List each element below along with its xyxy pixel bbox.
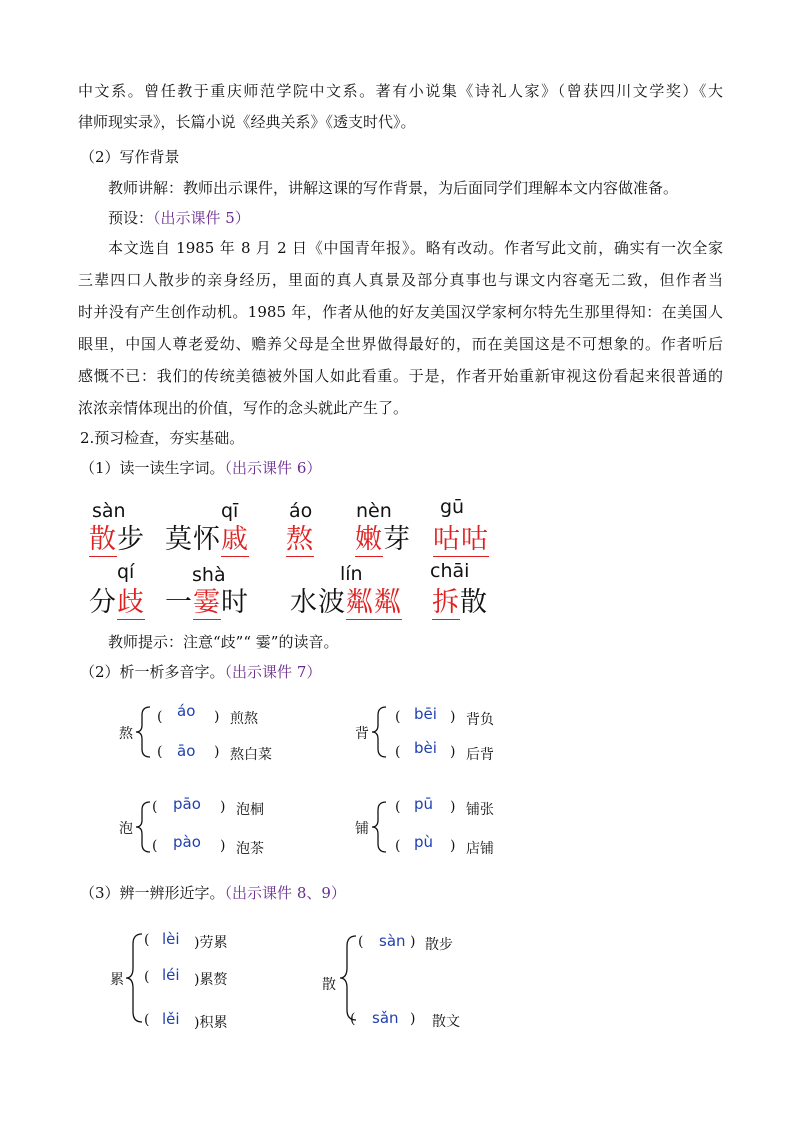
paren-open: ( bbox=[350, 1011, 356, 1027]
paren-close: ) bbox=[450, 838, 456, 854]
vocab-lead: 分 bbox=[89, 587, 117, 618]
vocab-tail: 芽 bbox=[383, 524, 411, 555]
shape-word-text: 劳累 bbox=[199, 935, 228, 951]
sub3-label: （3）辨一辨形近字。 bbox=[80, 884, 225, 902]
polyphone-char: 铺 bbox=[355, 821, 369, 837]
background-line-1: 本文选自 1985 年 8 月 2 日《中国青年报》。略有改动。作者写此文前，确实有一次全家 bbox=[108, 239, 723, 257]
left-brace-icon bbox=[134, 800, 154, 854]
polyphone-word: 泡茶 bbox=[236, 841, 264, 857]
polyphone-word: 背负 bbox=[466, 712, 494, 728]
teacher-tip: 教师提示：注意“歧”“ 霎”的读音。 bbox=[108, 633, 339, 651]
sub-heading-shape-similar bbox=[80, 883, 346, 903]
paren-open: ( bbox=[152, 838, 158, 854]
pinyin: bèi bbox=[414, 739, 437, 757]
courseware-ref-7: （出示课件 7） bbox=[224, 663, 322, 681]
vocab-word bbox=[165, 517, 249, 556]
paren-close: ) bbox=[410, 1011, 416, 1027]
background-line-2: 三辈四口人散步的亲身经历，里面的真人真景及部分真事也与课文内容毫无二致，但作者当 bbox=[78, 271, 723, 289]
polyphone-char: 背 bbox=[355, 726, 369, 742]
pinyin: lín bbox=[340, 563, 363, 585]
intro-line-2: 律师现实录》，长篇小说《经典关系》《透支时代》。 bbox=[78, 113, 416, 131]
vocab-highlight: 戚 bbox=[221, 524, 249, 555]
section-heading-writing-background: （2）写作背景 bbox=[80, 148, 180, 166]
shape-word-text: 累赘 bbox=[199, 972, 228, 988]
pinyin: léi bbox=[162, 966, 180, 984]
polyphone-char: 熬 bbox=[119, 726, 133, 742]
shape-word: )累赘 bbox=[194, 972, 228, 988]
paren-open: ( bbox=[152, 799, 158, 815]
pinyin: lěi bbox=[162, 1010, 180, 1028]
paren-close: ) bbox=[450, 799, 456, 815]
background-line-4: 眼里，中国人尊老爱幼、赡养父母是全世界做得最好的，而在美国这是不可想象的。作者听后 bbox=[78, 335, 723, 353]
pinyin: chāi bbox=[430, 560, 470, 582]
vocab-tail: 步 bbox=[117, 524, 145, 555]
pinyin: pū bbox=[414, 795, 434, 813]
pinyin: qí bbox=[117, 561, 135, 583]
vocab-highlight: 熬 bbox=[286, 524, 314, 555]
pinyin: nèn bbox=[356, 500, 392, 522]
polyphone-word: 铺张 bbox=[466, 802, 494, 818]
pinyin: pù bbox=[414, 833, 434, 851]
intro-line-1: 中文系。曾任教于重庆师范学院中文系。著有小说集《诗礼人家》（曾获四川文学奖）《大 bbox=[78, 82, 723, 100]
pinyin: sàn bbox=[92, 500, 126, 522]
polyphone-word: 熬白菜 bbox=[230, 747, 272, 763]
paren-open: ( bbox=[395, 709, 401, 725]
pinyin: pào bbox=[173, 833, 201, 851]
polyphone-char: 泡 bbox=[119, 821, 133, 837]
courseware-ref-8-9: （出示课件 8、9） bbox=[224, 884, 346, 902]
polyphone-word: 煎熬 bbox=[230, 711, 258, 727]
sub1-label: （1）读一读生字词。 bbox=[80, 459, 225, 477]
vocab-lead: 水波 bbox=[290, 587, 346, 618]
paren-close: ) bbox=[450, 709, 456, 725]
vocab-lead: 一 bbox=[165, 587, 193, 618]
sub2-label: （2）析一析多音字。 bbox=[80, 663, 225, 681]
vocab-tail: 时 bbox=[221, 587, 249, 618]
polyphone-word: 店铺 bbox=[466, 841, 494, 857]
pinyin: sǎn bbox=[372, 1009, 399, 1027]
paren-close: ) bbox=[220, 799, 226, 815]
shape-word: )劳累 bbox=[194, 935, 228, 951]
paren-open: ( bbox=[395, 838, 401, 854]
section-heading-preview: 2.预习检查，夯实基础。 bbox=[80, 429, 245, 447]
vocab-highlight: 粼粼 bbox=[346, 587, 402, 618]
paren-close: ) bbox=[214, 709, 220, 725]
paren-open: ( bbox=[144, 1012, 150, 1028]
pinyin: pāo bbox=[173, 795, 201, 813]
preset-line bbox=[108, 208, 250, 228]
pinyin: sàn bbox=[379, 932, 406, 950]
vocab-word bbox=[355, 517, 411, 556]
paren-close: ) bbox=[214, 744, 220, 760]
courseware-ref-6: （出示课件 6） bbox=[224, 459, 322, 477]
vocab-word bbox=[89, 517, 145, 556]
left-brace-icon bbox=[370, 800, 390, 854]
pinyin: qī bbox=[221, 500, 239, 522]
paren-open: ( bbox=[144, 932, 150, 948]
pinyin: shà bbox=[192, 564, 226, 586]
paren-open: ( bbox=[395, 799, 401, 815]
pinyin: bēi bbox=[414, 705, 437, 723]
vocab-tail: 散 bbox=[460, 587, 488, 618]
preset-label: 预设： bbox=[108, 209, 154, 227]
pinyin: gū bbox=[440, 496, 465, 518]
vocab-word bbox=[432, 580, 488, 619]
teacher-explanation: 教师讲解：教师出示课件，讲解这课的写作背景，为后面同学们理解本文内容做准备。 bbox=[108, 179, 679, 197]
vocab-lead: 莫怀 bbox=[165, 524, 221, 555]
vocab-word bbox=[89, 580, 145, 619]
vocab-highlight: 散 bbox=[89, 524, 117, 555]
shape-word-text: 积累 bbox=[199, 1015, 228, 1031]
pinyin: áo bbox=[177, 702, 196, 720]
sub-heading-read-words bbox=[80, 458, 321, 478]
paren-open: ( bbox=[395, 744, 401, 760]
polyphone-word: 泡桐 bbox=[236, 802, 264, 818]
paren-open: ( bbox=[358, 934, 364, 950]
vocab-word bbox=[165, 580, 249, 619]
paren-close: ) bbox=[450, 744, 456, 760]
paren-close: ) bbox=[410, 934, 416, 950]
courseware-ref-5: （出示课件 5） bbox=[153, 209, 250, 227]
background-line-5: 感慨不已：我们的传统美德被外国人如此看重。于是，作者开始重新审视这份看起来很普通的 bbox=[78, 367, 723, 385]
shape-word: )积累 bbox=[194, 1015, 228, 1031]
left-brace-icon bbox=[370, 705, 390, 759]
shape-char: 散 bbox=[322, 977, 336, 993]
paren-close: ) bbox=[220, 838, 226, 854]
polyphone-word: 后背 bbox=[466, 747, 494, 763]
vocab-word bbox=[433, 517, 489, 556]
paren-open: ( bbox=[157, 709, 163, 725]
pinyin: āo bbox=[177, 742, 196, 760]
sub-heading-polyphones bbox=[80, 662, 321, 682]
vocab-highlight: 歧 bbox=[117, 587, 145, 618]
shape-word: 散文 bbox=[432, 1014, 460, 1030]
background-line-6: 浓浓亲情体现出的价值，写作的念头就此产生了。 bbox=[78, 399, 409, 417]
left-brace-icon bbox=[338, 934, 360, 1022]
shape-char: 累 bbox=[110, 972, 124, 988]
paren-open: ( bbox=[157, 744, 163, 760]
left-brace-icon bbox=[124, 932, 146, 1024]
vocab-word bbox=[290, 580, 402, 619]
paren-open: ( bbox=[144, 969, 150, 985]
vocab-highlight: 霎 bbox=[193, 587, 221, 618]
shape-word: 散步 bbox=[425, 937, 453, 953]
vocab-highlight: 咕咕 bbox=[433, 524, 489, 555]
vocab-highlight: 拆 bbox=[432, 587, 460, 618]
pinyin: lèi bbox=[162, 930, 180, 948]
pinyin: áo bbox=[289, 500, 313, 522]
vocab-word bbox=[286, 517, 314, 556]
left-brace-icon bbox=[134, 705, 154, 759]
background-line-3: 时并没有产生创作动机。1985 年，作者从他的好友美国汉学家柯尔特先生那里得知：在美国人 bbox=[78, 303, 723, 321]
vocab-highlight: 嫩 bbox=[355, 524, 383, 555]
